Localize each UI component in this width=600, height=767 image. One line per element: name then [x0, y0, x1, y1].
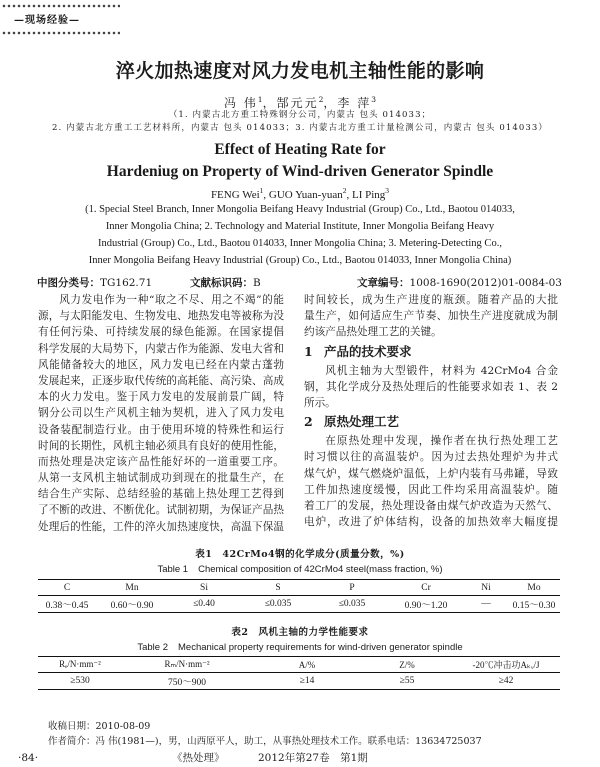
affiliation-cn-line: 2. 内蒙古北方重工工艺材料所，内蒙古 包头 014033；3. 内蒙古北方重工计量检测公司，内蒙古 包头 014033） — [52, 123, 548, 133]
body-line: 本的火力发电。鉴于风力发电的发展前景广阔，特 — [38, 391, 284, 404]
column-header: C — [38, 580, 96, 596]
table2-caption-en — [0, 641, 600, 654]
author-name-en: FENG Wei — [210, 189, 260, 201]
column-header: P — [316, 580, 388, 596]
body-line: 结合生产实际、总结经验的基础上热处理工艺得到 — [38, 488, 284, 501]
author-name: 冯 伟 — [223, 96, 258, 110]
column-header: Z/% — [362, 657, 452, 673]
column-header: A/% — [252, 657, 362, 673]
table2-label-en: Table 2 — [137, 642, 168, 653]
table-cell: ≥42 — [452, 673, 560, 690]
affiliation-mark: 1 — [259, 186, 264, 195]
header-decoration-bottom — [2, 31, 120, 35]
column-header: Rₑ/N·mm⁻² — [38, 657, 122, 673]
body-line: 电炉，改进了炉体结构，设备的加热效率大幅度提 — [304, 516, 558, 529]
column-header: -20℃冲击功Aₖᵥ/J — [452, 657, 560, 673]
body-line: 所示。 — [304, 396, 336, 409]
column-header: Si — [168, 580, 240, 596]
table-cell: 0.38～0.45 — [38, 596, 96, 613]
body-line: 工件加热速度缓慢，因此工件均采用高温装炉。随 — [304, 483, 558, 496]
journal-issue: 2012年第27卷 第1期 — [258, 752, 368, 764]
table1-title-en: Chemical composition of 42CrMo4 steel(mass fraction, %) — [198, 564, 443, 575]
author-separator: , — [263, 189, 269, 201]
received-date-label: 收稿日期： — [48, 721, 96, 732]
body-line: 了不断的改进、不断优化。试制初期，为保证产品热 — [38, 504, 284, 517]
table1-title-cn: 42CrMo4钢的化学成分(质量分数，%) — [222, 549, 405, 560]
clc-value: TG162.71 — [100, 277, 153, 289]
body-line: 钢，其化学成分及热处理后的性能要求如表 1、表 2 — [304, 380, 558, 393]
section-number: 2 — [304, 414, 313, 430]
body-column-left — [38, 292, 284, 535]
body-line: 科学发展的大局势下，内蒙古作为能源、发电大省和 — [38, 342, 284, 355]
author-bio-value: 冯 伟(1981—)，男，山西原平人，助工，从事热处理技术工作。联系电话：13634725037 — [95, 736, 482, 747]
table-cell: 750～900 — [122, 673, 252, 690]
column-header: Mo — [508, 580, 560, 596]
table2-title-cn: 风机主轴的力学性能要求 — [258, 627, 369, 638]
section-heading-1 — [304, 341, 558, 363]
body-line: 时习惯以往的高温装炉。因为过去热处理炉为井式 — [304, 451, 558, 464]
article-number-label: 文章编号： — [357, 277, 410, 289]
body-line: 有任何污染、可持续发展的绿色能源。在国家提倡 — [38, 326, 284, 339]
author-name: 郜元元 — [276, 96, 319, 110]
affiliation-mark: 2 — [318, 95, 324, 104]
body-line: 着工厂的发展，热处理设备由煤气炉改造为天然气、 — [304, 499, 558, 512]
clc-number — [37, 276, 152, 290]
body-line: 时间的长期性，风机主轴必须具有良好的使用性能， — [38, 439, 284, 452]
table1-label-cn: 表1 — [195, 549, 213, 560]
received-date-value: 2010-08-09 — [95, 721, 151, 732]
column-header: S — [240, 580, 316, 596]
body-line: 从第一支风机主轴试制成功到现在的批量生产，在 — [38, 472, 284, 485]
body-line: 约该产品热处理工艺的关键。 — [304, 326, 442, 339]
affiliation-cn-line: （1. 内蒙古北方重工特殊钢分公司，内蒙古 包头 014033； — [168, 110, 432, 120]
table2-caption-cn — [0, 626, 600, 639]
column-header: Rₘ/N·mm⁻² — [122, 657, 252, 673]
paper-title-cn: 淬火加热速度对风力发电机主轴性能的影响 — [115, 60, 485, 82]
author-separator: , — [346, 189, 352, 201]
table1-label-en: Table 1 — [157, 564, 189, 575]
table-cell: 0.15～0.30 — [508, 596, 560, 613]
affiliation-mark: 3 — [385, 186, 390, 195]
body-line: 设备装配制造行业。由于使用环境的特殊性和运行 — [38, 423, 284, 436]
header-decoration-top — [2, 4, 120, 8]
table-cell: — — [464, 596, 508, 613]
clc-label: 中图分类号： — [37, 277, 100, 289]
table2-label-cn: 表2 — [231, 627, 249, 638]
received-date-note — [48, 720, 150, 734]
body-line: 发展起来，正逐步取代传统的高耗能、高污染、高成 — [38, 374, 284, 387]
article-number-value: 1008-1690(2012)01-0084-03 — [409, 277, 562, 289]
journal-name: 《热处理》 — [172, 752, 225, 764]
body-line: 处理后的性能，工件的淬火加热速度快，高温下保温 — [38, 520, 284, 533]
table-header-row — [38, 657, 560, 673]
table1-caption-en — [0, 563, 600, 576]
table-row — [38, 673, 560, 690]
author-separator: ， — [262, 96, 277, 110]
paper-title-en-line: Hardeniug on Property of Wind-driven Generator Spindle — [106, 163, 494, 180]
body-line: 源，与太阳能发电、生物发电、地热发电等被称为没 — [38, 310, 284, 323]
body-line: 而热处理是决定该产品性能好坏的一道重要工序。 — [38, 455, 284, 468]
page-number: ·84· — [18, 752, 39, 764]
author-bio-note — [48, 735, 482, 749]
table-cell: 0.60～0.90 — [96, 596, 168, 613]
body-line: 钢分公司以生产风机主轴为契机，进入了风力发电 — [38, 407, 284, 420]
section-label: —现场经验— — [14, 15, 80, 26]
table-row — [38, 596, 560, 613]
section-heading-2 — [304, 411, 558, 433]
authors-en — [0, 184, 600, 202]
table1-caption-cn — [0, 548, 600, 561]
column-header: Mn — [96, 580, 168, 596]
affiliation-en-line: (1. Special Steel Branch, Inner Mongolia Beifang Heavy Industrial (Group) Co., Ltd., Baotou 014033, — [85, 204, 515, 215]
body-line: 在原热处理中发现，操作者在执行热处理工艺 — [325, 435, 558, 448]
author-name-en: LI Ping — [351, 189, 386, 201]
section-title: 产品的技术要求 — [324, 343, 412, 359]
table-header-row — [38, 580, 560, 596]
paper-title-en-line: Effect of Heating Rate for — [214, 141, 386, 158]
author-separator: ， — [323, 96, 338, 110]
body-line: 风力发电作为一种“取之不尽、用之不竭”的能 — [59, 294, 284, 306]
body-line: 量生产，如何适应生产节奏、加快生产进度就成为制 — [304, 310, 558, 323]
affiliation-en-line: Inner Mongolia Beifang Heavy Industrial (Group) Co., Ltd., Baotou 014033, Inner Mongolia China) — [88, 255, 512, 266]
table-cell: ≤0.40 — [168, 596, 240, 613]
table-cell: ≥530 — [38, 673, 122, 690]
affiliation-mark: 3 — [371, 95, 377, 104]
document-code-label: 文献标识码： — [190, 277, 253, 289]
body-column-right — [304, 292, 558, 530]
section-number: 1 — [304, 343, 313, 359]
author-name: 李 萍 — [337, 96, 372, 110]
table-cell: ≥55 — [362, 673, 452, 690]
table2-title-en: Mechanical property requirements for wind-driven generator spindle — [178, 642, 463, 653]
table-cell: ≥14 — [252, 673, 362, 690]
body-line: 煤气炉，煤气燃烧炉温低，上炉内装有马弗罐，导致 — [304, 467, 558, 480]
affiliation-en-line: Industrial (Group) Co., Ltd., Baotou 014033, Inner Mongolia China; 3. Metering-Detecting Co., — [98, 238, 502, 249]
article-number — [357, 276, 562, 290]
column-header: Cr — [388, 580, 464, 596]
affiliation-mark: 2 — [342, 186, 347, 195]
column-header: Ni — [464, 580, 508, 596]
affiliation-mark: 1 — [257, 95, 263, 104]
body-line: 时间较长，成为生产进度的瓶颈。随着产品的大批 — [304, 294, 558, 306]
section-title: 原热处理工艺 — [324, 414, 400, 430]
document-code — [190, 276, 261, 290]
document-code-value: B — [253, 277, 261, 289]
table1-chemical-composition — [38, 579, 560, 613]
body-line: 风能储备较大的地区，风力发电已经在内蒙古蓬勃 — [38, 358, 284, 371]
affiliation-en-line: Inner Mongolia China; 2. Technology and Material Institute, Inner Mongolia Beifang Heavy — [105, 221, 495, 232]
table-cell: ≤0.035 — [316, 596, 388, 613]
table-cell: 0.90～1.20 — [388, 596, 464, 613]
author-bio-label: 作者简介： — [48, 736, 96, 747]
author-name-en: GUO Yuan-yuan — [268, 189, 343, 201]
table-cell: ≤0.035 — [240, 596, 316, 613]
table2-mechanical-properties — [38, 656, 560, 690]
body-line: 风机主轴为大型锻件，材料为 42CrMo4 合金 — [325, 364, 558, 377]
